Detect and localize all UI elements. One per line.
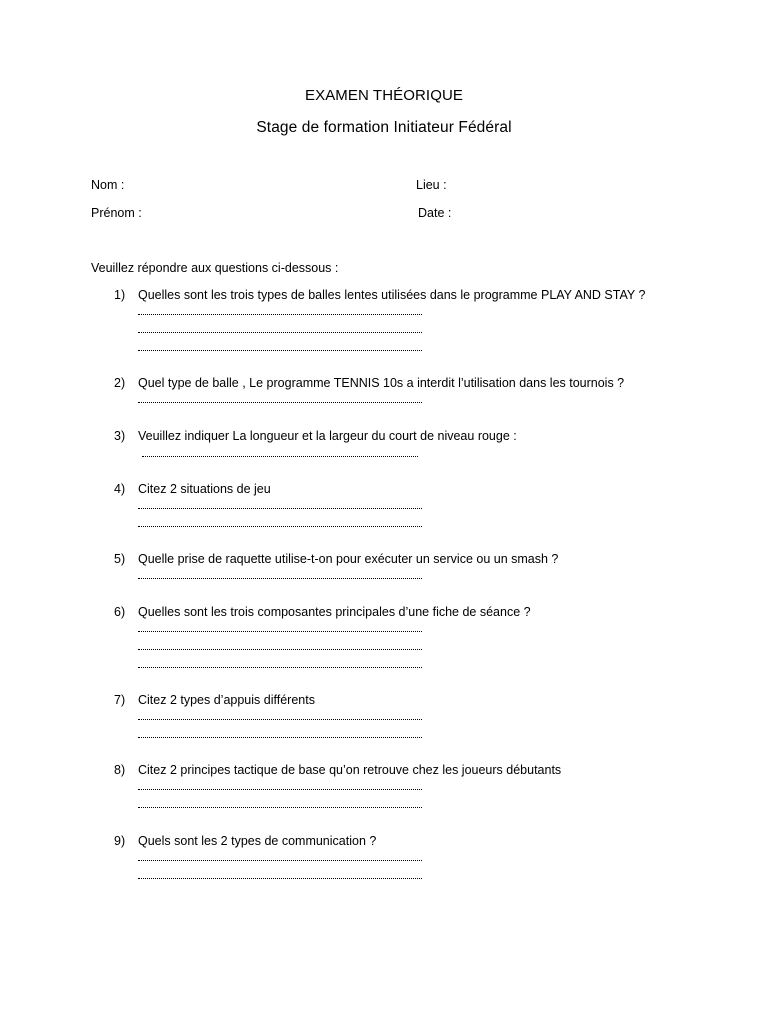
question-text: Quelle prise de raquette utilise-t-on pour exécuter un service ou un smash ? (138, 552, 559, 566)
answer-line (138, 526, 422, 527)
instruction-text: Veuillez répondre aux questions ci-dessous : (91, 261, 339, 275)
answer-line (138, 807, 422, 808)
question-text: Quelles sont les trois composantes principales d’une fiche de séance ? (138, 605, 531, 619)
question-text: Quelles sont les trois types de balles lentes utilisées dans le programme PLAY AND STAY ? (138, 288, 646, 302)
answer-line (138, 578, 422, 579)
question-text: Veuillez indiquer La longueur et la largeur du court de niveau rouge : (138, 429, 517, 443)
question-number: 7) (114, 693, 126, 707)
answer-line (142, 456, 418, 457)
question-number: 8) (114, 763, 126, 777)
question-text: Citez 2 principes tactique de base qu’on retrouve chez les joueurs débutants (138, 763, 562, 777)
prenom-field-label: Prénom : (91, 206, 142, 220)
answer-line (138, 314, 422, 315)
question-text: Quels sont les 2 types de communication ? (138, 834, 377, 848)
answer-line (138, 350, 422, 351)
answer-line (138, 719, 422, 720)
answer-line (138, 860, 422, 861)
lieu-field-label: Lieu : (416, 178, 447, 192)
page-subtitle: Stage de formation Initiateur Fédéral (256, 119, 512, 136)
question-text: Quel type de balle , Le programme TENNIS 10s a interdit l’utilisation dans les tournois ? (138, 376, 625, 390)
question-number: 4) (114, 482, 126, 496)
answer-line (138, 649, 422, 650)
question-text: Citez 2 situations de jeu (138, 482, 271, 496)
date-field-label: Date : (418, 206, 452, 220)
answer-line (138, 789, 422, 790)
question-number: 1) (114, 288, 126, 302)
page-title: EXAMEN THÉORIQUE (304, 87, 464, 104)
answer-line (138, 737, 422, 738)
answer-line (138, 631, 422, 632)
question-text: Citez 2 types d’appuis différents (138, 693, 315, 707)
nom-field-label: Nom : (91, 178, 125, 192)
answer-line (138, 667, 422, 668)
answer-line (138, 878, 422, 879)
answer-line (138, 332, 422, 333)
question-number: 6) (114, 605, 126, 619)
question-number: 5) (114, 552, 126, 566)
answer-line (138, 508, 422, 509)
question-number: 3) (114, 429, 126, 443)
question-number: 9) (114, 834, 126, 848)
answer-line (138, 402, 422, 403)
question-number: 2) (114, 376, 126, 390)
